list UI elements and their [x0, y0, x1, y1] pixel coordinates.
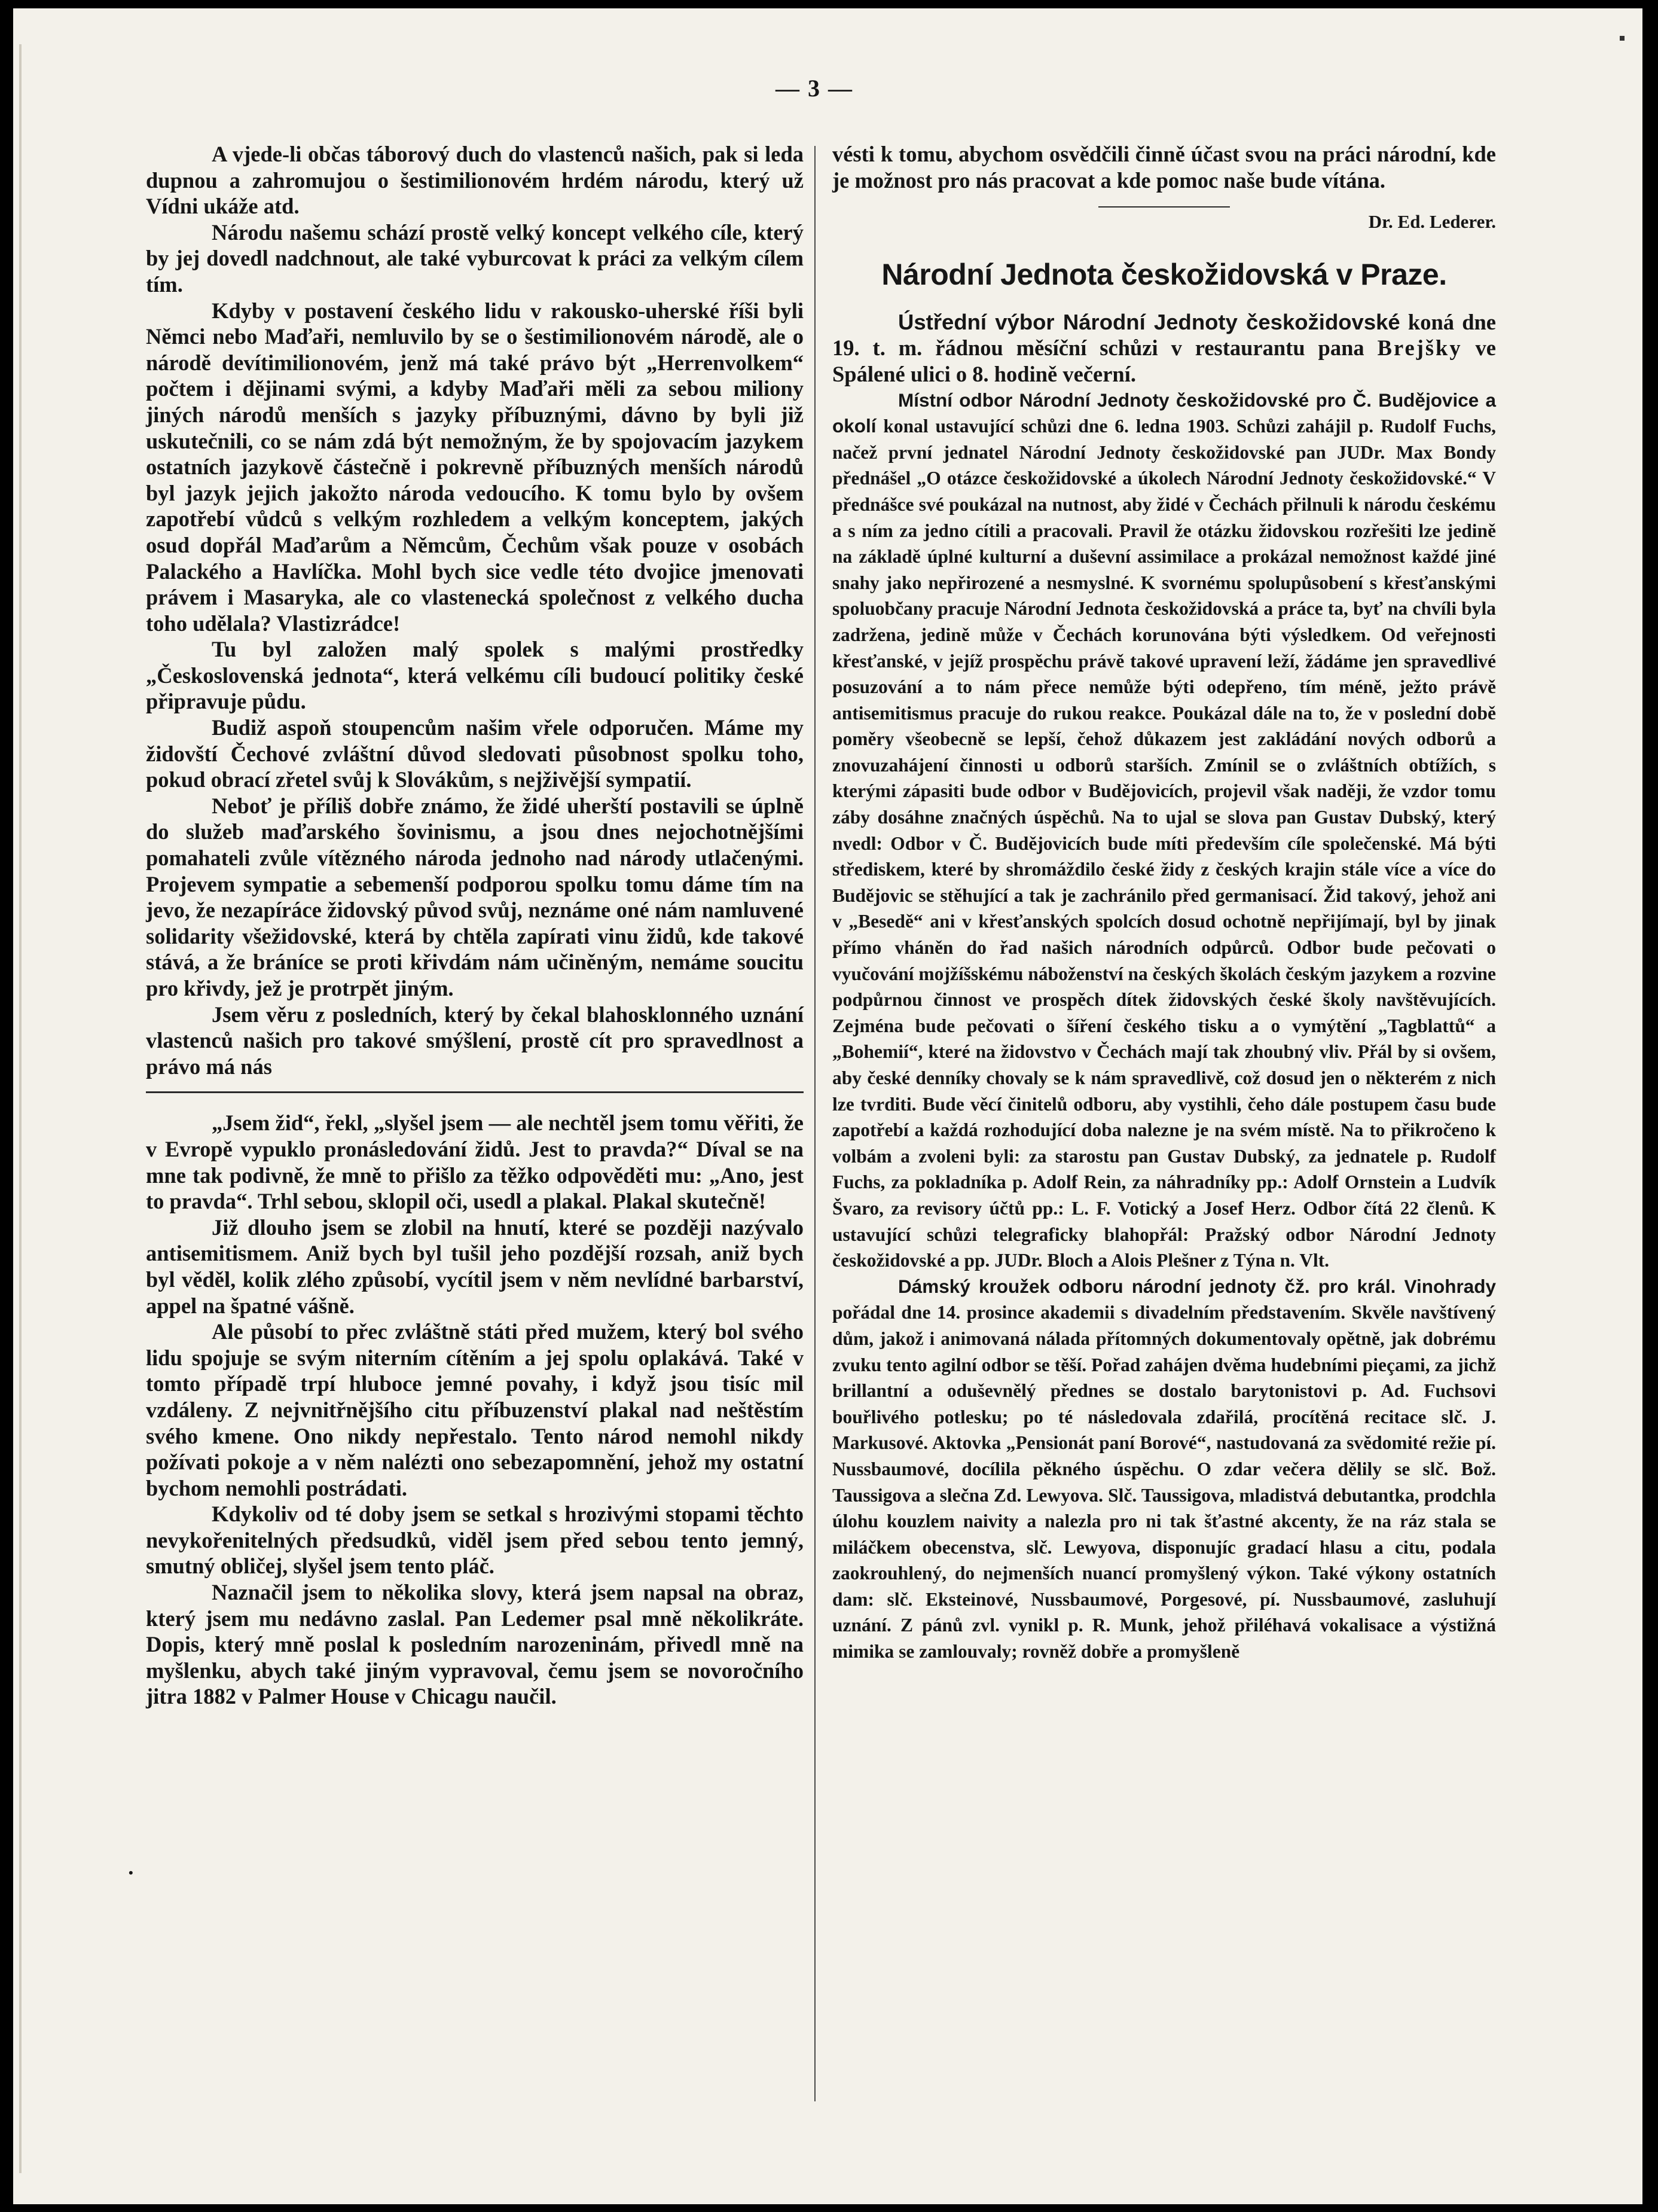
news-reports [832, 388, 1496, 1665]
paragraph: Kdyby v postavení českého lidu v rakousko-uherské říši byli Němci nebo Maďaři, nemluvilo by se o šestimilionovém národě, ale o národě devítimilionovém, jenž má také právo být „Herrenvolkem“ počtem i dějinami svými, a kdyby Maďaři měli za sebou miliony jiných národů menších s jazyky příbuznými, dávno by byli již uskutečnili, co se nám zdá být nemožným, že by spojovacím jazykem ostatních jazykově částečně i pokrevně příbuzných menších národů byl jazyk jejich jakožto národa vedoucího. K tomu bylo by ovšem zapotřebí vůdců s velkým rozhledem a velkým konceptem, jakých osud dopřál Maďarům a Němcům, Čechům však pouze v osobách Palackého a Havlíčka. Mohl bych sice vedle této dvojice jmenovati právem i Masaryka, ale co vlastenecká společnost z velkého ducha toho udělala? Vlastizrádce! [146, 298, 804, 636]
paragraph: Ale působí to přec zvláštně státi před mužem, který bol svého lidu spojuje se svým niterním cítěním a jej spolu oplakává. Také v tomto případě trpí hluboce jemné povahy, i když jsou tisíc mil vzdáleny. Z nejvnitřnějšího citu příbuzenství plakal nad neštěstím svého kmene. Ono nikdy nepřestalo. Tento národ nemohl nikdy požívati pokoje a v něm nalézti ono sebezapomnění, jehož my ostatní bychom nemohli postrádati. [146, 1319, 804, 1500]
announcement-text: ve Spálené ulici o 8. hodině večerní. [832, 335, 1496, 386]
report-budejovice [832, 388, 1496, 1274]
paragraph: „Jsem žid“, řekl, „slyšel jsem — ale nechtěl jsem tomu věřiti, že v Evropě vypuklo pronásledování židů. Jest to pravda?“ Díval se na mne tak podivně, že mně to přišlo za těžko odpověděti mu: „Ano, jest to pravda“. Trhl sebou, sklopil oči, usedl a plakal. Plakal skutečně! [146, 1110, 804, 1214]
paragraph: vésti k tomu, abychom osvědčili činně účast svou na práci národní, kde je možnost pro nás pracovat a kde pomoc naše bude vítána. [832, 142, 1496, 193]
paragraph: Již dlouho jsem se zlobil na hnutí, které se později nazývalo antisemitismem. Aniž bych byl tušil jeho pozdější rozsah, aniž bych byl věděl, kolik zlého způsobí, vycítil jsem v něm nevlídné barbarství, appel na špatné vášně. [146, 1215, 804, 1318]
right-column [832, 141, 1496, 1665]
report-vinohrady [832, 1274, 1496, 1665]
paragraph: Tu byl založen malý spolek s malými prostředky „Československá jednota“, která velkému cíli budoucí politiky české připravuje půdu. [146, 637, 804, 714]
paragraph: A vjede-li občas táborový duch do vlastenců našich, pak si leda dupnou a zahromujou o šestimilionovém hrdém národu, který už Vídni ukáže atd. [146, 142, 804, 219]
paragraph: Budiž aspoň stoupencům našim vřele odporučen. Máme my židovští Čechové zvláštní důvod sledovati působnost spolku toho, pokud obrací zřetel svůj k Slovákům, s nejživější sympatií. [146, 715, 804, 792]
left-column [146, 141, 804, 1710]
column-rule [814, 146, 816, 2101]
paragraph: Neboť je příliš dobře známo, že židé uherští postavili se úplně do služeb maďarského šovinismu, a jsou dnes nejochotnějšími pomahateli zvůle vítězného národa jednoho nad národy utlačenými. Projevem sympatie a sebemenší podporou spolku tomu dáme tím na jevo, že nezapíráce židovský původ svůj, neznáme oné nám namluvené solidarity všežidovské, která by chtěla zapírati vinu židů, kde takové stává, a že bráníce se proti křivdám nám učiněným, nemáme soucitu pro křivdy, jež je protrpět jiným. [146, 793, 804, 1000]
edge-mark [1620, 36, 1625, 41]
page-fold-shadow [19, 44, 22, 2173]
announcement [832, 309, 1496, 388]
paragraph: Naznačil jsem to několika slovy, která jsem napsal na obraz, který jsem mu nedávno zaslal. Pan Ledemer psal mně několikráte. Dopis, který mně poslal k posledním narozeninám, přivedl mně na myšlenku, abych také jiným vypravoval, čemu jsem se novoročního jitra 1882 v Palmer House v Chicagu naučil. [146, 1580, 804, 1709]
announcement-name: Brejšky [1377, 335, 1462, 361]
newspaper-page [13, 8, 1642, 2204]
report-text: konal ustavující schůzi dne 6. ledna 1903. Schůzi zahájil p. Rudolf Fuchs, načež první jednatel Národní Jednoty českožidovské pan JUDr. Max Bondy přednášel „O otázce českožidovské a úkolech Národní Jednoty českožidovské.“ V přednášce své poukázal na nutnost, aby židé v Čechách přilnuli k národu českému a s ním za jedno cítili a pracovali. Pravil že otázku židovskou rozřešiti lze jedině na základě úplné kulturní a duševní assimilace a prokázal nemožnost každé jiné snahy jako nepřirozené a nesmyslné. K svornému spolupůsobení s křesťanskými spoluobčany pracuje Národní Jednota českožidovská a práce ta, byť na chvíli byla zadržena, jedině může v Čechách korunována býti výsledkem. Od veřejnosti křesťanské, v jejíž prospěchu právě takové upravení leží, žádáme jen spravedlivé posuzování a to nám přece nemůže býti odepřeno, tím méně, ježto právě antisemitismus pracuje do rukou reakce. Poukázal dále na to, že v poslední době poměry všeobecně se lepší, čehož důkazem jest zakládání nových odborů a znovuzahájení činnosti u odborů starších. Zmínil se o zvláštních obtížích, s kterými zápasiti bude odbor v Budějovicích, projevil však naději, že vzdor tomu záby dosáhne značných úspěchů. Na to ujal se slova pan Gustav Dubský, který nvedl: Odbor v Č. Budějovicích bude míti především cíle společenské. Má býti střediskem, které by shromáždilo české židy z českých krajin stále více a více do Budějovic se stěhující a tak je zachránilo před germanisací. Žid takový, jehož ani v „Besedě“ ani v křesťanských spolcích dosud ochotně nepřijímají, byl by jinak přímo vháněn do řad našich národních odpůrců. Odbor bude pečovati o vyučování mojžíšskému náboženství na českých školách českým jazykem a rozvine podpůrnou činnost ve prospěch dítek židovských české školy navštěvujících. Zejména bude pečovati o šíření českého tisku a o vymýtění „Tagblattů“ a „Bohemií“, které na židovstvo v Čechách mají tak zhoubný vliv. Přál by si ovšem, aby české denníky chovaly se k nám spravedlivě, což dosud jen o některém z nich lze tvrditi. Bude věcí činitelů odboru, aby vystihli, čeho dále postupem času bude zapotřebí a každá rozhodující doba nalezne je na svém místě. Na to přikročeno k volbám a zvoleni byli: za starostu pan Gustav Dubský, za jednatele p. Rudolf Fuchs, za pokladníka p. Adolf Rein, za náhradníky pp.: Adolf Ornstein a Ludvík Švaro, za revisory účtů pp.: L. F. Votický a Josef Herz. Odbor čítá 22 členů. K ustavující schůzi telegraficky blahopřál: Pražský odbor Národní Jednoty českožidovské a pp. JUDr. Bloch a Alois Plešner z Týna n. Vlt. [832, 416, 1496, 1271]
paragraph: Kdykoliv od té doby jsem se setkal s hrozivými stopami těchto nevykořenitelných předsudků, viděl jsem před sebou tento jemný, smutný obličej, slyšel jsem tento pláč. [146, 1502, 804, 1579]
report-text: pořádal dne 14. prosince akademii s divadelním představením. Skvěle navštívený dům, jakož i animovaná nálada přítomných dokumentovaly opětně, jak dobrému zvuku tento agilní odbor se těší. Pořad zahájen dvěma hudebními pieçami, za jichž brillantní a oduševnělý přednes se dostalo barytonistovi p. Ad. Fuchsovi bouřlivého potlesku; po té následovala zdařilá, procítěná recitace slč. J. Markusové. Aktovka „Pensionát paní Borové“, nastudovaná za svědomité režie pí. Nussbaumové, docílila pěkného úspěchu. O zdar večera dělily se slč. Bož. Taussigova a slečna Zd. Lewyova. Slč. Taussigova, mladistvá debutantka, prodchla úlohu kouzlem naivity a nalezla pro ni tak šťastné akcenty, že na ráz stala se miláčkem obecenstva, slč. Lewyova, disponujíc gradací hlasu a citu, podala zaokrouhlený, do nejmenších nuancí promyšlený výkon. Také výkony ostatních dam: slč. Eksteinové, Nussbaumové, Porgesové, pí. Nussbaumové, zasluhují uznání. Z pánů zvl. vynikl p. R. Munk, jehož přiléhavá vokalisace a výstižná mimika se zamlouvaly; rovněž dobře a promyšleně [832, 1302, 1496, 1662]
margin-mark: • [129, 1865, 133, 1880]
paragraph: Národu našemu schází prostě velký koncept velkého cíle, který by jej dovedl nadchnout, ale také vyburcovat k práci za velkým cílem tím. [146, 219, 804, 297]
section-divider [146, 1091, 804, 1093]
announcement-lead: Ústřední výbor Národní Jednoty českožidovské [898, 309, 1400, 334]
short-divider [1098, 206, 1230, 208]
page-number: — 3 — [775, 75, 853, 102]
announcement-text: koná dne 19. t. m. řádnou měsíční schůzi v restaurantu pana [832, 309, 1497, 361]
paragraph: Jsem věru z posledních, který by čekal blahosklonného uznání vlastenců našich pro takové smýšlení, prostě cít pro spravedlnost a právo má nás [146, 1002, 804, 1079]
section-heading: Národní Jednota českožidovská v Praze. [881, 257, 1447, 291]
report-lead: Dámský kroužek odboru národní jednoty čž. pro král. Vinohrady [898, 1275, 1496, 1297]
report-lead: Místní odbor Národní Jednoty českožidovské pro Č. Budějovice a okolí [832, 389, 1496, 437]
author-signature: Dr. Ed. Lederer. [1368, 211, 1496, 233]
